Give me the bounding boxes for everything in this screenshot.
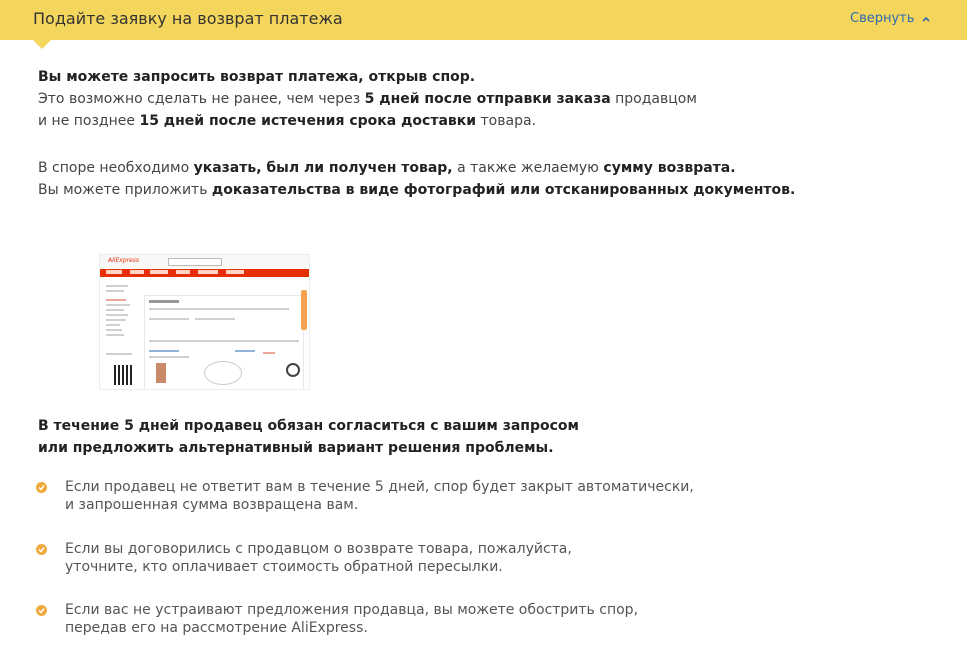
screenshot-topbar: [100, 255, 309, 268]
screenshot-logo: AliExpress: [108, 257, 139, 264]
collapse-label[interactable]: Свернуть: [850, 11, 915, 26]
intro-paragraph: [38, 66, 697, 132]
section-title: Подайте заявку на возврат платежа: [33, 9, 343, 28]
dispute-line-1-a: В споре необходимо: [38, 160, 194, 176]
screenshot-highlight: [204, 361, 242, 385]
list-item-line-1: Если вас не устраивают предложения продавца, вы можете обострить спор,: [65, 602, 639, 618]
dispute-line-2-b: доказательства в виде фотографий или отсканированных документов.: [211, 182, 796, 198]
dispute-paragraph: [38, 157, 795, 201]
screenshot-nav: [100, 269, 309, 277]
intro-line-2-b: 5 дней после отправки заказа: [364, 91, 611, 107]
list-item: [65, 478, 694, 514]
magnifier-icon: [286, 363, 300, 377]
list-item: [65, 540, 572, 576]
chevron-up-icon[interactable]: [920, 14, 932, 24]
seller-paragraph: [38, 415, 579, 459]
check-bullet-icon: [36, 605, 47, 616]
list-item-line-1: Если вы договорились с продавцом о возврате товара, пожалуйста,: [65, 541, 572, 557]
dispute-line-1-d: сумму возврата.: [603, 160, 736, 176]
header-pointer: [33, 40, 51, 49]
list-item-line-1: Если продавец не ответит вам в течение 5 дней, спор будет закрыт автоматически,: [65, 479, 694, 495]
section-header: [0, 0, 967, 40]
intro-line-3-c: товара.: [476, 113, 536, 129]
example-screenshot: [99, 254, 310, 390]
screenshot-search: [168, 258, 222, 266]
screenshot-qr-code: [114, 365, 132, 385]
intro-line-2-c: продавцом: [610, 91, 697, 107]
dispute-line-1-c: а также желаемую: [452, 160, 604, 176]
screenshot-product-image: [156, 363, 166, 383]
check-bullet-icon: [36, 482, 47, 493]
seller-line-2: или предложить альтернативный вариант решения проблемы.: [38, 440, 554, 456]
collapse-link[interactable]: [850, 11, 932, 26]
intro-line-3-b: 15 дней после истечения срока доставки: [139, 113, 477, 129]
dispute-line-1-b: указать, был ли получен товар,: [193, 160, 453, 176]
list-item: [65, 601, 638, 637]
intro-line-3-a: и не позднее: [38, 113, 140, 129]
intro-line-1: Вы можете запросить возврат платежа, открыв спор.: [38, 69, 476, 85]
list-item-line-2: уточните, кто оплачивает стоимость обратной пересылки.: [65, 559, 503, 575]
screenshot-feedback-tab: [301, 290, 307, 330]
dispute-line-2-a: Вы можете приложить: [38, 182, 212, 198]
seller-line-1: В течение 5 дней продавец обязан согласиться с вашим запросом: [38, 418, 579, 434]
intro-line-2-a: Это возможно сделать не ранее, чем через: [38, 91, 365, 107]
list-item-line-2: и запрошенная сумма возвращена вам.: [65, 497, 359, 513]
list-item-line-2: передав его на рассмотрение AliExpress.: [65, 620, 368, 636]
check-bullet-icon: [36, 544, 47, 555]
